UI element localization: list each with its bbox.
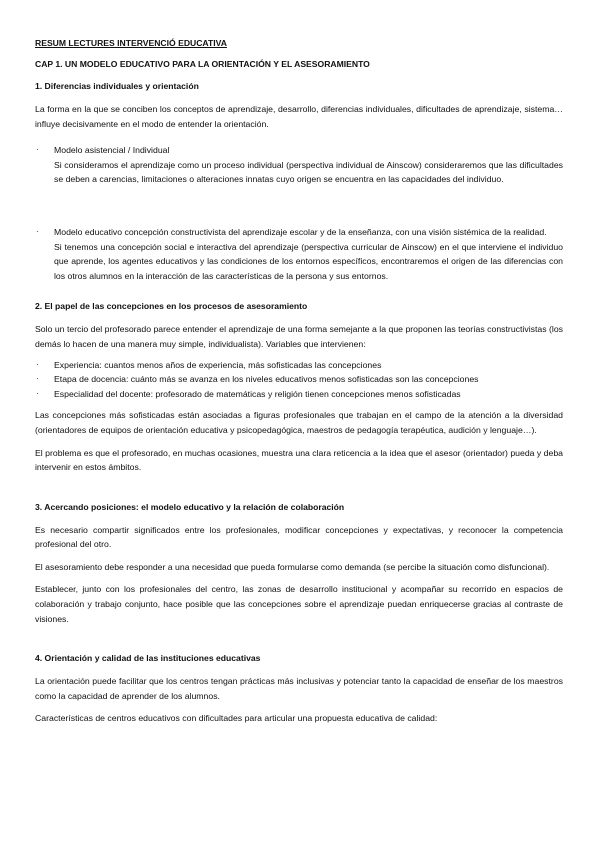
model-asistencial-text: Si consideramos el aprendizaje como un proceso individual (perspectiva individual de Ainscow) consideraremos que las dificultades se deben a carencias, limitaciones o alteraciones innatas cuyo origen se encuentra en las capacidades del individuo. — [54, 159, 563, 185]
section-1-intro: La forma en la que se conciben los conceptos de aprendizaje, desarrollo, diferencias individuales, dificultades de aprendizaje, sistema… influye decisivamente en el modo de entender la orientación. — [35, 104, 563, 129]
section-3-heading: 3. Acercando posiciones: el modelo educativo y la relación de colaboración — [35, 501, 345, 512]
list-item: · Experiencia: cuantos menos años de experiencia, más sofisticadas las concepciones — [36, 359, 382, 370]
section-4-heading: 4. Orientación y calidad de las instituciones educativas — [35, 653, 261, 664]
section-3-paragraph-2: El asesoramiento debe responder a una necesidad que pueda formularse como demanda (se percibe la situación como disfuncional). — [35, 561, 550, 572]
section-2-paragraph-2: Las concepciones más sofisticadas están asociadas a figuras profesionales que trabajan en el campo de la atención a la diversidad (orientadores de equipos de orientación educativa y psicopedagógica, maestros de pedagogía terapéutica, audición y lenguaje…). — [35, 410, 563, 435]
variables-list — [35, 358, 563, 402]
model-asistencial-item — [35, 143, 563, 187]
model-educativo-item — [35, 225, 563, 283]
section-1-heading: 1. Diferencias individuales y orientación — [35, 81, 199, 91]
section-3-paragraph-3: Establecer, junto con los profesionales del centro, las zonas de desarrollo institucional y acompañar su recorrido en espacios de colaboración y trabajo conjunto, hace posible que las concepciones sobre el aprendizaje puedan enriquecerse gracias al contraste de visiones. — [35, 584, 563, 624]
document-title: RESUM LECTURES INTERVENCIÓ EDUCATIVA — [35, 38, 227, 48]
section-3-paragraph-1: Es necesario compartir significados entre los profesionales, modificar concepciones y expectativas, y reconocer la competencia profesional del otro. — [35, 524, 563, 550]
bullet-mark: · — [36, 226, 39, 236]
model-educativo-title: Modelo educativo concepción constructivista del aprendizaje escolar y de la enseñanza, con una visión sistémica de la realidad. — [54, 226, 547, 237]
section-2-intro: Solo un tercio del profesorado parece entender el aprendizaje de una forma semejante a la que proponen las teorías constructivistas (los demás lo hacen de una manera muy simple, individualista). Variables que intervienen: — [35, 324, 563, 349]
section-4-paragraph-1: La orientación puede facilitar que los centros tengan prácticas más inclusivas y potenciar tanto la capacidad de enseñar de los maestros como la capacidad de aprender de los alumnos. — [35, 676, 563, 701]
section-2-paragraph-3: El problema es que el profesorado, en muchas ocasiones, muestra una clara reticencia a la idea que el asesor (orientador) pueda y deba intervenir en estos ámbitos. — [35, 447, 563, 473]
chapter-title: CAP 1. UN MODELO EDUCATIVO PARA LA ORIENTACIÓN Y EL ASESORAMIENTO — [35, 59, 370, 69]
model-educativo-text: Si tenemos una concepción social e interactiva del aprendizaje (perspectiva curricular de Ainscow) en el que interviene el individuo que aprende, los agentes educativos y las condiciones de los entornos específicos, encontraremos el origen de las diferencias con los otros alumnos en la interacción de las características de la persona y sus entornos. — [54, 241, 563, 281]
model-asistencial-title: Modelo asistencial / Individual — [54, 145, 170, 156]
document-page — [35, 37, 563, 726]
section-2-heading: 2. El papel de las concepciones en los procesos de asesoramiento — [35, 301, 308, 312]
list-item: · Especialidad del docente: profesorado de matemáticas y religión tienen concepciones menos sofisticadas — [36, 388, 461, 399]
section-4-paragraph-2: Características de centros educativos con dificultades para articular una propuesta educativa de calidad: — [35, 713, 438, 724]
list-item: · Etapa de docencia: cuánto más se avanza en los niveles educativos menos sofisticadas son las concepciones — [36, 374, 479, 385]
bullet-mark: · — [36, 145, 39, 155]
